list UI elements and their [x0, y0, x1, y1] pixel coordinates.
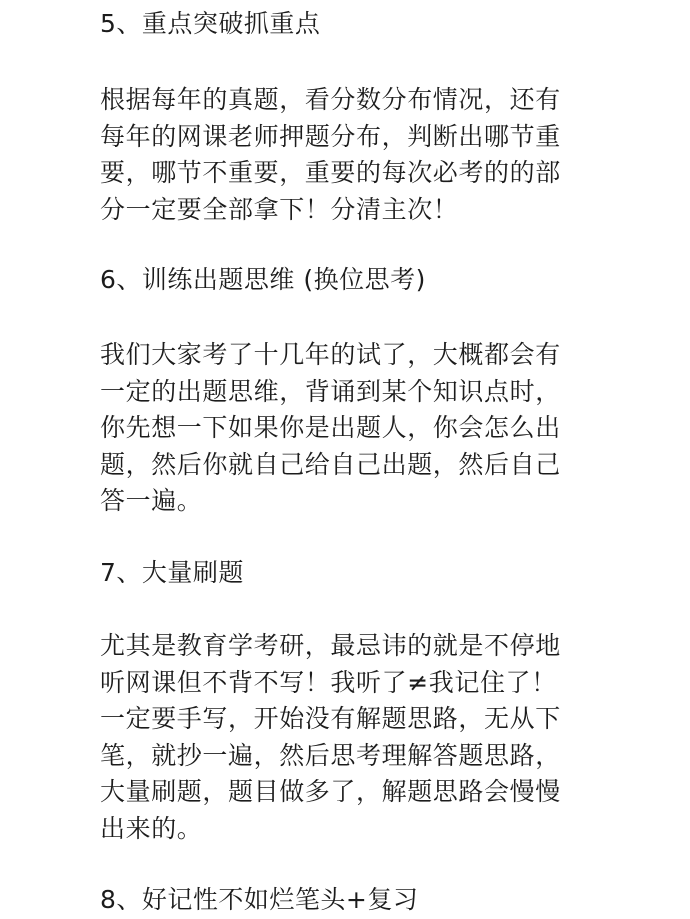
paragraph-line: 一定的出题思维，背诵到某个知识点时，	[100, 376, 561, 406]
section-paragraph-5	[100, 82, 620, 228]
paragraph-line: 题，然后你就自己给自己出题，然后自己	[100, 449, 561, 479]
section-paragraph-7	[100, 628, 620, 847]
paragraph-line: 分一定要全部拿下！分清主次！	[100, 194, 459, 224]
paragraph-line: 每年的网课老师押题分布，判断出哪节重	[100, 121, 561, 151]
paragraph-line: 我们大家考了十几年的试了，大概都会有	[100, 340, 561, 369]
section-heading-5: 5、重点突破抓重点	[100, 9, 321, 38]
paragraph-line: 根据每年的真题，看分数分布情况，还有	[100, 85, 561, 114]
section-heading-8: 8、好记性不如烂笔头+复习	[100, 885, 419, 914]
paragraph-line: 要，哪节不重要，重要的每次必考的的部	[100, 158, 561, 187]
paragraph-line: 一定要手写，开始没有解题思路，无从下	[100, 704, 561, 733]
section-paragraph-6	[100, 337, 620, 520]
paragraph-line: 听网课但不背不写！我听了≠我记住了！	[100, 667, 557, 697]
section-heading-6: 6、训练出题思维 (换位思考)	[100, 265, 426, 294]
paragraph-line: 尤其是教育学考研，最忌讳的就是不停地	[100, 631, 561, 660]
paragraph-line: 答一遍。	[100, 486, 203, 515]
section-heading-7: 7、大量刷题	[100, 558, 244, 587]
paragraph-line: 你先想一下如果你是出题人，你会怎么出	[100, 413, 561, 442]
paragraph-line: 笔，就抄一遍，然后思考理解答题思路，	[100, 740, 561, 770]
paragraph-line: 大量刷题，题目做多了，解题思路会慢慢	[100, 777, 561, 806]
paragraph-line: 出来的。	[100, 813, 203, 843]
